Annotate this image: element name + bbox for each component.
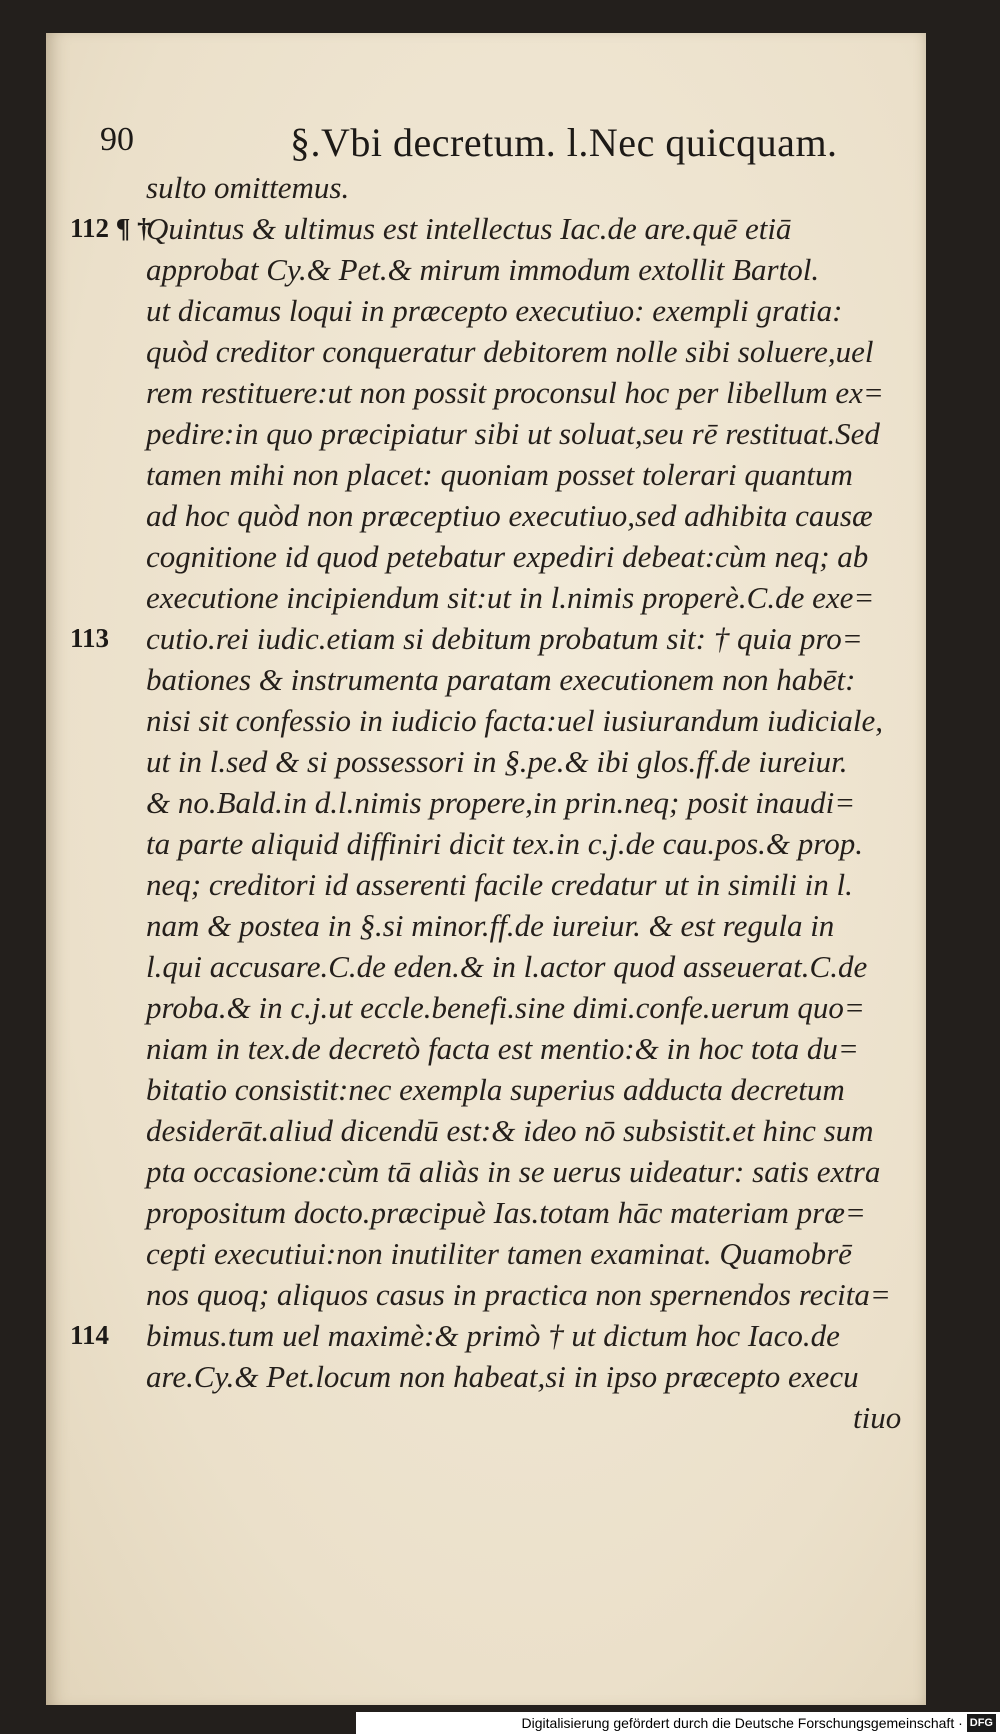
text-line-content: bimus.tum uel maximè:& primò † ut dictum hoc Iaco.de (146, 1318, 840, 1353)
text-line (146, 1069, 946, 1110)
text-line (146, 495, 946, 536)
text-line-content: approbat Cy.& Pet.& mirum immodum extollit Bartol. (146, 252, 820, 287)
footer-credit-text: Digitalisierung gefördert durch die Deutsche Forschungsgemeinschaft · (521, 1715, 963, 1731)
text-line-content: propositum docto.præcipuè Ias.totam hāc materiam præ= (146, 1195, 866, 1230)
text-line-content: l.qui accusare.C.de eden.& in l.actor quod asseuerat.C.de (146, 949, 868, 984)
text-line (146, 946, 946, 987)
text-line (146, 1233, 946, 1274)
text-line (146, 823, 946, 864)
running-header-title: §.Vbi decretum. l.Nec quicquam. (290, 120, 838, 165)
marginal-number: 112 ¶ † (70, 213, 151, 243)
text-line-content: bationes & instrumenta paratam executionem non habēt: (146, 662, 856, 697)
text-line (146, 1192, 946, 1233)
text-line-content: ad hoc quòd non præceptiuo executiuo,sed adhibita causæ (146, 498, 873, 533)
text-line (70, 1315, 946, 1356)
text-line-content: ta parte aliquid diffiniri dicit tex.in c.j.de cau.pos.& prop. (146, 826, 863, 861)
text-line-content: tamen mihi non placet: quoniam posset tolerari quantum (146, 457, 853, 492)
text-line (146, 987, 946, 1028)
text-line-content: Quintus & ultimus est intellectus Iac.de are.quē etiā (146, 211, 792, 246)
text-line-content: nam & postea in §.si minor.ff.de iureiur. & est regula in (146, 908, 835, 943)
text-line (146, 249, 946, 290)
page-number: 90 (100, 121, 134, 158)
text-line-content: rem restituere:ut non possit proconsul hoc per libellum ex= (146, 375, 884, 410)
running-header (170, 119, 890, 165)
text-line-content: pedire:in quo præcipiatur sibi ut soluat,seu rē restituat.Sed (146, 416, 880, 451)
text-line (146, 905, 946, 946)
marginal-number: 114 (70, 1320, 110, 1350)
book-page (46, 33, 926, 1705)
text-line-content: are.Cy.& Pet.locum non habeat,si in ipso præcepto execu (146, 1359, 859, 1394)
text-line-content: quòd creditor conqueratur debitorem nolle sibi soluere,uel (146, 334, 874, 369)
text-line (146, 1110, 946, 1151)
text-line (146, 1028, 946, 1069)
text-line-content: pta occasione:cùm tā aliàs in se uerus uideatur: satis extra (146, 1154, 881, 1189)
text-line-content: proba.& in c.j.ut eccle.benefi.sine dimi.confe.uerum quo= (146, 990, 865, 1025)
text-line (146, 536, 946, 577)
text-line-content: sulto omittemus. (146, 170, 350, 205)
text-line (146, 659, 946, 700)
text-line (146, 700, 946, 741)
text-line (70, 208, 946, 249)
footer-credit (356, 1712, 1000, 1734)
catchword (146, 1397, 946, 1438)
text-line (146, 1356, 946, 1397)
text-line-content: ut in l.sed & si possessori in §.pe.& ibi glos.ff.de iureiur. (146, 744, 848, 779)
body-text (70, 167, 946, 1438)
text-line (70, 618, 946, 659)
text-line (146, 167, 946, 208)
text-line-content: tiuo (853, 1400, 902, 1435)
text-line (146, 782, 946, 823)
text-line (146, 331, 946, 372)
text-line (146, 577, 946, 618)
text-line (146, 741, 946, 782)
text-line-content: bitatio consistit:nec exempla superius adducta decretum (146, 1072, 845, 1107)
text-line-content: nos quoq; aliquos casus in practica non spernendos recita= (146, 1277, 891, 1312)
text-line (146, 454, 946, 495)
text-line-content: cepti executiui:non inutiliter tamen examinat. Quamobrē (146, 1236, 852, 1271)
text-line-content: cognitione id quod petebatur expediri debeat:cùm neq; ab (146, 539, 869, 574)
text-line-content: desiderāt.aliud dicendū est:& ideo nō subsistit.et hinc sum (146, 1113, 874, 1148)
text-line (146, 864, 946, 905)
dfg-logo: DFG (967, 1714, 996, 1732)
text-line-content: ut dicamus loqui in præcepto executiuo: exempli gratia: (146, 293, 843, 328)
text-line (146, 1274, 946, 1315)
text-line-content: & no.Bald.in d.l.nimis propere,in prin.neq; posit inaudi= (146, 785, 856, 820)
text-line-content: nisi sit confessio in iudicio facta:uel iusiurandum iudiciale, (146, 703, 884, 738)
text-line-content: cutio.rei iudic.etiam si debitum probatum sit: † quia pro= (146, 621, 863, 656)
text-line (146, 413, 946, 454)
text-line-content: neq; creditori id asserenti facile credatur ut in simili in l. (146, 867, 853, 902)
marginal-number: 113 (70, 623, 110, 653)
text-line (146, 1151, 946, 1192)
text-line-content: executione incipiendum sit:ut in l.nimis properè.C.de exe= (146, 580, 875, 615)
text-line (146, 290, 946, 331)
text-line (146, 372, 946, 413)
text-line-content: niam in tex.de decretò facta est mentio:& in hoc tota du= (146, 1031, 859, 1066)
